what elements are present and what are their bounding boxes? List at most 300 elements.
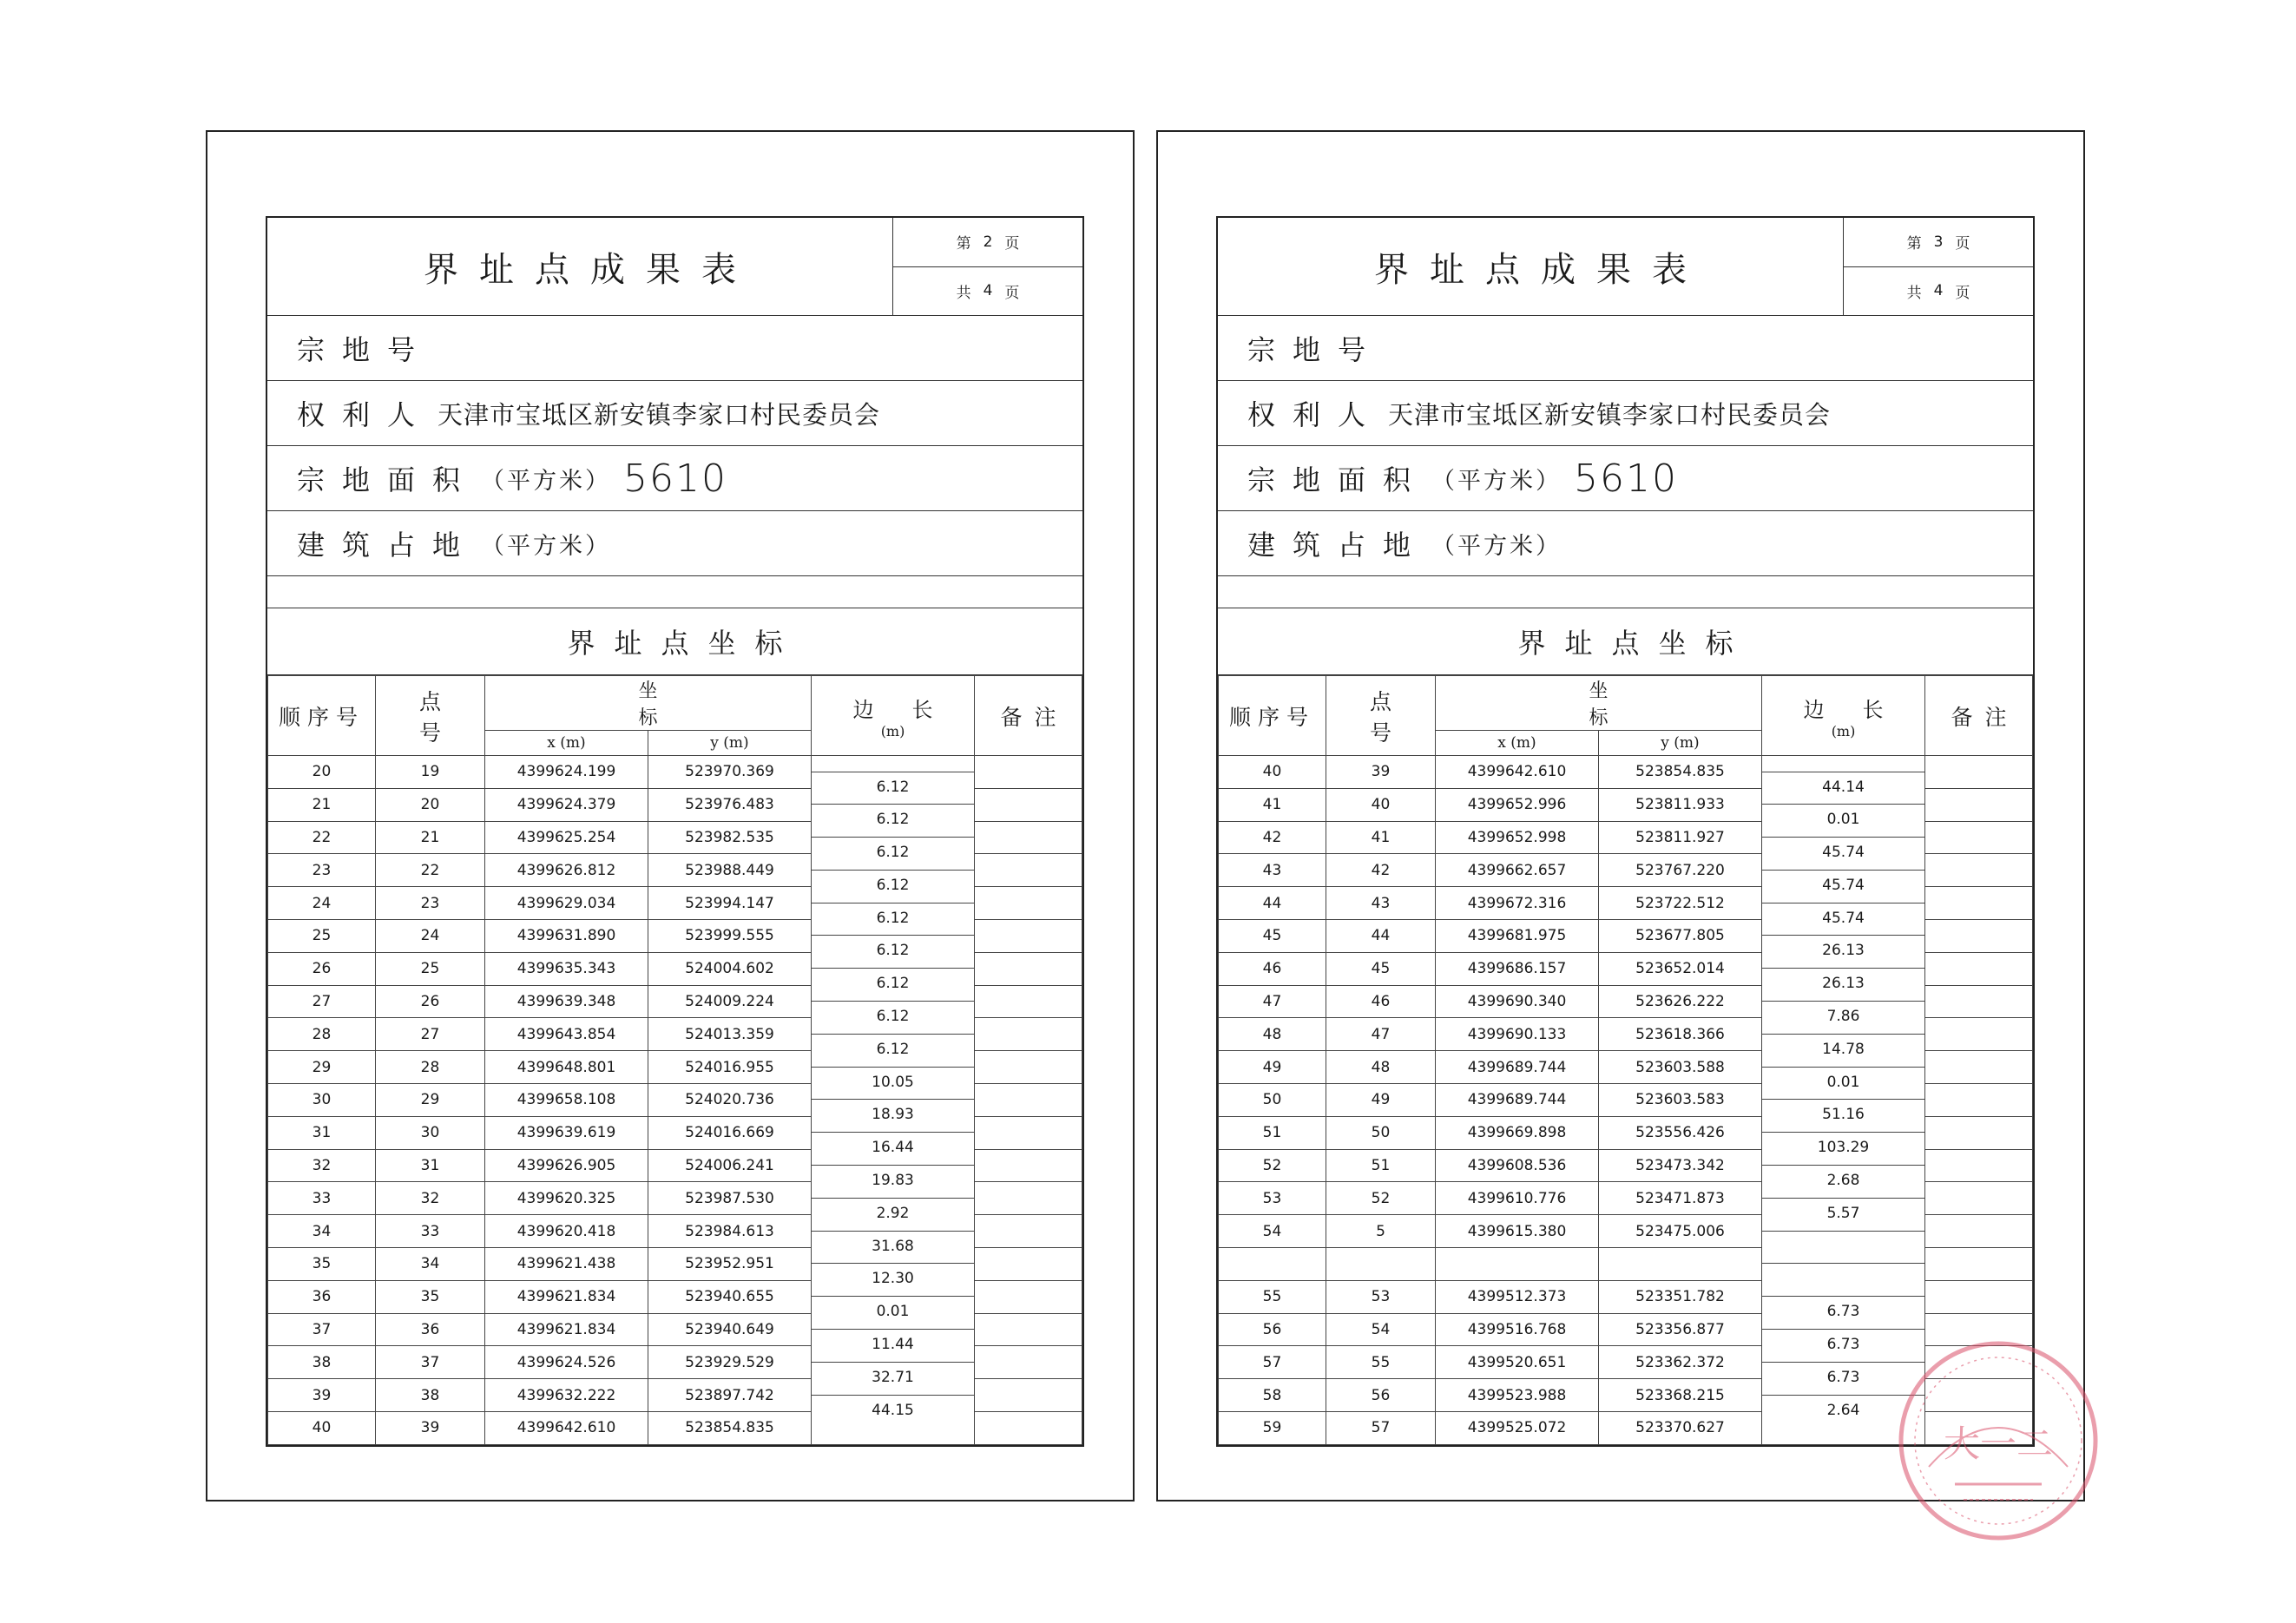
edge-cell xyxy=(1762,788,1925,829)
note-cell xyxy=(1925,821,2033,854)
edge-cell xyxy=(1762,1346,1925,1386)
edge-length: 31.68 xyxy=(872,1237,914,1255)
y-cell: 523475.006 xyxy=(1599,1215,1762,1248)
edge-cell xyxy=(1762,1018,1925,1058)
seq-cell: 54 xyxy=(1219,1215,1326,1248)
x-cell: 4399689.744 xyxy=(1436,1051,1599,1084)
y-cell: 523952.951 xyxy=(648,1247,812,1280)
x-cell: 4399626.812 xyxy=(485,854,648,887)
edge-length: 19.83 xyxy=(872,1172,914,1190)
edge-length: 32.71 xyxy=(872,1368,914,1386)
edge-length: 2.68 xyxy=(1826,1172,1860,1190)
table-row xyxy=(1219,1083,2033,1116)
note-cell xyxy=(1925,1116,2033,1149)
table-row xyxy=(268,788,1082,821)
seq-cell: 22 xyxy=(268,821,376,854)
table-row xyxy=(1219,854,2033,887)
y-cell xyxy=(1599,1247,1762,1280)
x-cell: 4399686.157 xyxy=(1436,952,1599,985)
coords-table xyxy=(1218,675,2033,1445)
coords-section-title: 界址点坐标 xyxy=(1218,608,2033,675)
page-number: 2 xyxy=(983,233,993,251)
edge-length: 16.44 xyxy=(872,1139,914,1157)
note-cell xyxy=(975,1411,1082,1444)
current-page xyxy=(893,218,1082,267)
edge-length: 0.01 xyxy=(1826,811,1860,829)
x-cell: 4399624.379 xyxy=(485,788,648,821)
point-cell: 46 xyxy=(1326,985,1436,1018)
y-cell: 523940.655 xyxy=(648,1280,812,1313)
total-suffix: 页 xyxy=(1955,284,1970,302)
edge-length: 6.73 xyxy=(1826,1336,1860,1354)
point-cell: 36 xyxy=(376,1313,485,1346)
table-row xyxy=(1219,1411,2033,1444)
point-cell: 49 xyxy=(1326,1083,1436,1116)
y-cell: 523351.782 xyxy=(1599,1280,1762,1313)
owner-value: 天津市宝坻区新安镇李家口村民委员会 xyxy=(437,399,881,430)
y-cell: 523471.873 xyxy=(1599,1182,1762,1215)
table-row xyxy=(1219,756,2033,789)
edge-length: 12.30 xyxy=(872,1270,914,1288)
y-cell: 523987.530 xyxy=(648,1182,812,1215)
x-cell: 4399690.133 xyxy=(1436,1018,1599,1051)
table-row xyxy=(268,985,1082,1018)
edge-length: 6.12 xyxy=(876,779,910,796)
blank-row xyxy=(1218,576,2033,608)
table-row xyxy=(268,1280,1082,1313)
table-row xyxy=(1219,1149,2033,1182)
seq-cell: 31 xyxy=(268,1116,376,1149)
point-cell: 27 xyxy=(376,1018,485,1051)
x-cell: 4399669.898 xyxy=(1436,1116,1599,1149)
table-row xyxy=(1219,1247,2033,1280)
edge-cell xyxy=(1762,952,1925,993)
x-cell: 4399652.996 xyxy=(1436,788,1599,821)
header-y: y (m) xyxy=(1599,731,1762,756)
y-cell: 523854.835 xyxy=(648,1411,812,1444)
seq-cell: 38 xyxy=(268,1346,376,1379)
edge-cell xyxy=(1762,756,1925,796)
seq-cell: 46 xyxy=(1219,952,1326,985)
point-cell: 57 xyxy=(1326,1411,1436,1444)
y-cell: 523999.555 xyxy=(648,919,812,952)
edge-length: 44.15 xyxy=(872,1401,914,1419)
seq-cell: 33 xyxy=(268,1182,376,1215)
total-suffix: 页 xyxy=(1004,284,1020,302)
y-cell: 523970.369 xyxy=(648,756,812,789)
point-cell: 52 xyxy=(1326,1182,1436,1215)
page-suffix: 页 xyxy=(1004,235,1020,253)
edge-cell xyxy=(1762,1280,1925,1321)
seq-cell: 35 xyxy=(268,1247,376,1280)
x-cell: 4399625.254 xyxy=(485,821,648,854)
y-cell: 523929.529 xyxy=(648,1346,812,1379)
table-row xyxy=(268,1051,1082,1084)
table-row xyxy=(268,854,1082,887)
table-row xyxy=(268,952,1082,985)
x-cell: 4399516.768 xyxy=(1436,1313,1599,1346)
point-cell: 24 xyxy=(376,919,485,952)
x-cell: 4399662.657 xyxy=(1436,854,1599,887)
x-cell: 4399523.988 xyxy=(1436,1379,1599,1412)
owner-value: 天津市宝坻区新安镇李家口村民委员会 xyxy=(1388,399,1832,430)
edge-length: 6.12 xyxy=(876,876,910,894)
edge-length: 26.13 xyxy=(1822,942,1865,960)
table-row xyxy=(268,1379,1082,1412)
x-cell: 4399620.418 xyxy=(485,1215,648,1248)
x-cell: 4399624.526 xyxy=(485,1346,648,1379)
header-edge xyxy=(812,676,975,756)
seq-cell: 58 xyxy=(1219,1379,1326,1412)
edge-cell xyxy=(812,1313,975,1354)
note-cell xyxy=(1925,1280,2033,1313)
edge-cell xyxy=(812,854,975,894)
note-cell xyxy=(1925,1083,2033,1116)
note-cell xyxy=(975,1313,1082,1346)
point-cell: 25 xyxy=(376,952,485,985)
edge-cell xyxy=(1762,1215,1925,1248)
table-row xyxy=(268,1018,1082,1051)
y-cell: 523976.483 xyxy=(648,788,812,821)
seq-cell: 40 xyxy=(1219,756,1326,789)
y-cell: 523618.366 xyxy=(1599,1018,1762,1051)
table-row xyxy=(1219,887,2033,920)
parcel-area-unit: （平方米） xyxy=(481,467,612,495)
point-cell: 32 xyxy=(376,1182,485,1215)
parcel-area-value: 5610 xyxy=(623,456,727,501)
edge-length: 6.12 xyxy=(876,844,910,862)
note-cell xyxy=(975,1280,1082,1313)
parcel-area-row xyxy=(1218,446,2033,511)
point-cell: 21 xyxy=(376,821,485,854)
edge-length: 6.12 xyxy=(876,975,910,993)
parcel-area-label: 宗地面积 xyxy=(1247,463,1429,496)
seq-cell: 41 xyxy=(1219,788,1326,821)
point-cell: 30 xyxy=(376,1116,485,1149)
x-cell: 4399621.438 xyxy=(485,1247,648,1280)
note-cell xyxy=(1925,1247,2033,1280)
coords-section-title: 界址点坐标 xyxy=(267,608,1082,675)
edge-length: 10.05 xyxy=(872,1073,914,1091)
point-cell: 45 xyxy=(1326,952,1436,985)
table-row xyxy=(268,1149,1082,1182)
point-cell: 55 xyxy=(1326,1346,1436,1379)
x-cell: 4399689.744 xyxy=(1436,1083,1599,1116)
page-number: 3 xyxy=(1933,233,1944,251)
point-cell: 34 xyxy=(376,1247,485,1280)
seq-cell: 59 xyxy=(1219,1411,1326,1444)
owner-row xyxy=(1218,381,2033,446)
edge-cell xyxy=(812,1083,975,1124)
point-cell: 56 xyxy=(1326,1379,1436,1412)
coords-body xyxy=(268,756,1082,1445)
edge-length: 45.74 xyxy=(1822,844,1865,862)
note-cell xyxy=(1925,985,2033,1018)
y-cell: 523677.805 xyxy=(1599,919,1762,952)
point-cell: 26 xyxy=(376,985,485,1018)
edge-cell xyxy=(1762,1182,1925,1222)
parcel-number-row xyxy=(1218,316,2033,381)
edge-cell xyxy=(1762,1411,1925,1444)
edge-cell xyxy=(812,985,975,1026)
edge-cell xyxy=(812,952,975,993)
owner-row xyxy=(267,381,1082,446)
header-x: x (m) xyxy=(485,731,648,756)
total-number: 4 xyxy=(983,282,993,300)
note-cell xyxy=(975,1182,1082,1215)
point-cell: 22 xyxy=(376,854,485,887)
page-sheet-right xyxy=(1156,130,2085,1501)
y-cell: 523556.426 xyxy=(1599,1116,1762,1149)
building-area-label: 建筑占地 xyxy=(297,529,478,562)
header-point: 点号 xyxy=(1326,676,1436,756)
x-cell: 4399643.854 xyxy=(485,1018,648,1051)
note-cell xyxy=(975,1215,1082,1248)
y-cell: 523362.372 xyxy=(1599,1346,1762,1379)
page-counter xyxy=(1843,218,2033,315)
x-cell: 4399648.801 xyxy=(485,1051,648,1084)
seq-cell: 30 xyxy=(268,1083,376,1116)
x-cell: 4399512.373 xyxy=(1436,1280,1599,1313)
edge-cell xyxy=(812,1346,975,1386)
note-cell xyxy=(975,821,1082,854)
point-cell: 51 xyxy=(1326,1149,1436,1182)
header-x: x (m) xyxy=(1436,731,1599,756)
seq-cell: 49 xyxy=(1219,1051,1326,1084)
table-row xyxy=(268,756,1082,789)
edge-length: 6.12 xyxy=(876,909,910,927)
table-row xyxy=(1219,952,2033,985)
note-cell xyxy=(1925,1215,2033,1248)
note-cell xyxy=(975,788,1082,821)
parcel-number-row xyxy=(267,316,1082,381)
table-row xyxy=(1219,919,2033,952)
table-row xyxy=(1219,1313,2033,1346)
seq-cell: 20 xyxy=(268,756,376,789)
note-cell xyxy=(1925,1182,2033,1215)
edge-length: 0.01 xyxy=(876,1303,910,1321)
seq-cell: 32 xyxy=(268,1149,376,1182)
x-cell: 4399615.380 xyxy=(1436,1215,1599,1248)
x-cell: 4399626.905 xyxy=(485,1149,648,1182)
point-cell: 37 xyxy=(376,1346,485,1379)
point-cell: 23 xyxy=(376,887,485,920)
table-row xyxy=(268,1215,1082,1248)
x-cell: 4399610.776 xyxy=(1436,1182,1599,1215)
point-cell: 44 xyxy=(1326,919,1436,952)
note-cell xyxy=(1925,887,2033,920)
note-cell xyxy=(975,952,1082,985)
edge-length: 103.29 xyxy=(1817,1139,1870,1157)
table-row xyxy=(1219,1018,2033,1051)
table-row xyxy=(268,887,1082,920)
x-cell: 4399520.651 xyxy=(1436,1346,1599,1379)
seq-cell: 27 xyxy=(268,985,376,1018)
page-suffix: 页 xyxy=(1955,235,1970,253)
note-cell xyxy=(975,1379,1082,1412)
edge-length: 7.86 xyxy=(1826,1008,1860,1026)
table-row xyxy=(1219,1116,2033,1149)
building-area-row xyxy=(1218,511,2033,576)
note-cell xyxy=(975,1018,1082,1051)
y-cell: 524004.602 xyxy=(648,952,812,985)
edge-cell xyxy=(812,1379,975,1419)
note-cell xyxy=(975,1247,1082,1280)
y-cell: 524006.241 xyxy=(648,1149,812,1182)
header-coord: 坐标 xyxy=(485,676,812,731)
edge-length: 2.64 xyxy=(1826,1401,1860,1419)
y-cell: 523652.014 xyxy=(1599,952,1762,985)
x-cell: 4399639.348 xyxy=(485,985,648,1018)
note-cell xyxy=(1925,1149,2033,1182)
edge-length: 26.13 xyxy=(1822,975,1865,993)
seq-cell: 51 xyxy=(1219,1116,1326,1149)
table-row xyxy=(268,1313,1082,1346)
x-cell: 4399608.536 xyxy=(1436,1149,1599,1182)
y-cell: 523994.147 xyxy=(648,887,812,920)
y-cell: 523368.215 xyxy=(1599,1379,1762,1412)
edge-cell xyxy=(1762,919,1925,960)
x-cell: 4399690.340 xyxy=(1436,985,1599,1018)
blank-row xyxy=(267,576,1082,608)
edge-length: 45.74 xyxy=(1822,909,1865,927)
seq-cell: 44 xyxy=(1219,887,1326,920)
table-row xyxy=(1219,1346,2033,1379)
point-cell xyxy=(1326,1247,1436,1280)
owner-label: 权利人 xyxy=(297,398,433,431)
edge-cell xyxy=(812,1116,975,1157)
note-cell xyxy=(975,1083,1082,1116)
seq-cell: 47 xyxy=(1219,985,1326,1018)
y-cell: 523767.220 xyxy=(1599,854,1762,887)
seq-cell: 40 xyxy=(268,1411,376,1444)
point-cell: 5 xyxy=(1326,1215,1436,1248)
seq-cell: 53 xyxy=(1219,1182,1326,1215)
y-cell: 523626.222 xyxy=(1599,985,1762,1018)
table-row xyxy=(1219,985,2033,1018)
edge-cell xyxy=(1762,985,1925,1026)
seq-cell: 55 xyxy=(1219,1280,1326,1313)
note-cell xyxy=(975,854,1082,887)
edge-cell xyxy=(812,1149,975,1190)
y-cell: 523811.933 xyxy=(1599,788,1762,821)
y-cell: 523603.588 xyxy=(1599,1051,1762,1084)
table-row xyxy=(268,1346,1082,1379)
edge-length: 18.93 xyxy=(872,1106,914,1124)
edge-length: 51.16 xyxy=(1822,1106,1865,1124)
current-page xyxy=(1844,218,2033,267)
y-cell: 524013.359 xyxy=(648,1018,812,1051)
note-cell xyxy=(975,756,1082,789)
y-cell: 523473.342 xyxy=(1599,1149,1762,1182)
edge-cell xyxy=(812,756,975,796)
total-prefix: 共 xyxy=(956,284,971,302)
seq-cell: 48 xyxy=(1219,1018,1326,1051)
parcel-area-label: 宗地面积 xyxy=(297,463,478,496)
note-cell xyxy=(1925,1346,2033,1379)
edge-cell xyxy=(812,1182,975,1222)
note-cell xyxy=(1925,1411,2033,1444)
header-y: y (m) xyxy=(648,731,812,756)
edge-length: 0.01 xyxy=(1826,1073,1860,1091)
point-cell: 48 xyxy=(1326,1051,1436,1084)
parcel-number-label: 宗地号 xyxy=(297,333,433,366)
x-cell: 4399658.108 xyxy=(485,1083,648,1116)
table-row xyxy=(268,1411,1082,1444)
seq-cell: 29 xyxy=(268,1051,376,1084)
edge-length: 6.12 xyxy=(876,1008,910,1026)
point-cell: 40 xyxy=(1326,788,1436,821)
x-cell xyxy=(1436,1247,1599,1280)
x-cell: 4399629.034 xyxy=(485,887,648,920)
parcel-number-label: 宗地号 xyxy=(1247,333,1384,366)
y-cell: 523603.583 xyxy=(1599,1083,1762,1116)
edge-length: 14.78 xyxy=(1822,1040,1865,1058)
y-cell: 523982.535 xyxy=(648,821,812,854)
note-cell xyxy=(975,1149,1082,1182)
edge-length: 2.92 xyxy=(876,1204,910,1222)
seq-cell: 37 xyxy=(268,1313,376,1346)
x-cell: 4399621.834 xyxy=(485,1313,648,1346)
edge-cell xyxy=(1762,1149,1925,1190)
edge-cell xyxy=(812,821,975,862)
y-cell: 523940.649 xyxy=(648,1313,812,1346)
x-cell: 4399639.619 xyxy=(485,1116,648,1149)
table-row xyxy=(1219,1215,2033,1248)
note-cell xyxy=(975,1346,1082,1379)
edge-length: 45.74 xyxy=(1822,876,1865,894)
seq-cell: 39 xyxy=(268,1379,376,1412)
table-row xyxy=(268,919,1082,952)
seq-cell: 28 xyxy=(268,1018,376,1051)
edge-cell xyxy=(1762,1247,1925,1280)
edge-cell xyxy=(812,919,975,960)
y-cell: 524016.669 xyxy=(648,1116,812,1149)
form-title: 界址点成果表 xyxy=(424,249,757,290)
seq-cell xyxy=(1219,1247,1326,1280)
edge-cell xyxy=(1762,821,1925,862)
y-cell: 523356.877 xyxy=(1599,1313,1762,1346)
building-area-label: 建筑占地 xyxy=(1247,529,1429,562)
page-sheet-left xyxy=(206,130,1135,1501)
y-cell: 523370.627 xyxy=(1599,1411,1762,1444)
y-cell: 523722.512 xyxy=(1599,887,1762,920)
edge-cell xyxy=(812,1280,975,1321)
note-cell xyxy=(1925,1379,2033,1412)
seq-cell: 23 xyxy=(268,854,376,887)
point-cell: 43 xyxy=(1326,887,1436,920)
edge-cell xyxy=(1762,1313,1925,1354)
edge-cell xyxy=(1762,1083,1925,1124)
seq-cell: 25 xyxy=(268,919,376,952)
x-cell: 4399620.325 xyxy=(485,1182,648,1215)
note-cell xyxy=(975,887,1082,920)
point-cell: 39 xyxy=(1326,756,1436,789)
edge-cell xyxy=(812,1247,975,1288)
y-cell: 524016.955 xyxy=(648,1051,812,1084)
boundary-point-form xyxy=(266,216,1084,1447)
table-row xyxy=(1219,821,2033,854)
note-cell xyxy=(1925,1313,2033,1346)
y-cell: 523897.742 xyxy=(648,1379,812,1412)
boundary-point-form xyxy=(1216,216,2035,1447)
header-note: 备注 xyxy=(975,676,1082,756)
note-cell xyxy=(1925,854,2033,887)
point-cell: 31 xyxy=(376,1149,485,1182)
seq-cell: 45 xyxy=(1219,919,1326,952)
edge-length: 6.12 xyxy=(876,1040,910,1058)
note-cell xyxy=(1925,788,2033,821)
